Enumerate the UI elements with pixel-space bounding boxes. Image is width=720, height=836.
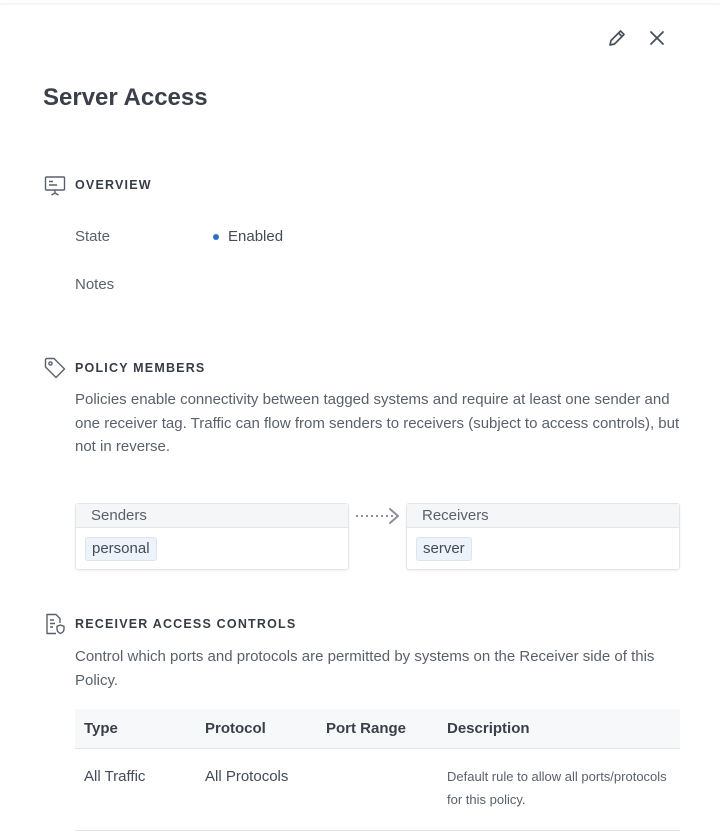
receiver-tag[interactable]: server	[416, 537, 472, 561]
policy-members-title: POLICY MEMBERS	[75, 361, 206, 375]
receivers-box	[406, 503, 680, 570]
policy-members-description: Policies enable connectivity between tagged systems and require at least one sender and one receiver tag. Traffic can flow from senders to receivers (subject to access controls), but not in reverse.	[75, 391, 680, 455]
access-controls-title: RECEIVER ACCESS CONTROLS	[75, 617, 297, 631]
access-controls-table	[75, 709, 680, 831]
table-row[interactable]	[75, 749, 680, 831]
policy-members-header	[43, 356, 205, 380]
status-dot	[213, 234, 219, 240]
edit-button[interactable]	[606, 27, 628, 49]
access-controls-description: Control which ports and protocols are permitted by systems on the Receiver side of this Policy.	[75, 648, 655, 689]
overview-header	[43, 173, 152, 197]
state-value	[213, 228, 283, 245]
column-description[interactable]: Description	[447, 720, 530, 737]
tag-icon	[43, 356, 67, 380]
cell-protocol: All Protocols	[205, 768, 289, 785]
close-button[interactable]	[646, 27, 668, 49]
column-protocol[interactable]: Protocol	[205, 720, 266, 737]
cell-description: Default rule to allow all ports/protocols for this policy.	[447, 769, 667, 807]
receivers-label: Receivers	[407, 504, 679, 528]
cell-type: All Traffic	[84, 768, 146, 785]
header-actions	[606, 27, 668, 49]
overview-title: OVERVIEW	[75, 178, 152, 192]
senders-box	[75, 503, 349, 570]
presentation-icon	[43, 173, 67, 197]
pencil-icon	[607, 28, 627, 48]
column-type[interactable]: Type	[84, 720, 118, 737]
access-controls-header	[43, 612, 296, 636]
flow-arrow-icon	[354, 506, 402, 526]
document-shield-icon	[43, 612, 67, 636]
table-header	[75, 709, 680, 749]
close-icon	[648, 29, 666, 47]
column-port-range[interactable]: Port Range	[326, 720, 407, 737]
state-text: Enabled	[228, 228, 284, 245]
state-label: State	[75, 228, 111, 245]
top-edge	[0, 0, 720, 3]
page-title: Server Access	[43, 84, 208, 111]
senders-label: Senders	[76, 504, 348, 528]
notes-label: Notes	[75, 276, 115, 293]
sender-tag[interactable]: personal	[85, 537, 157, 561]
